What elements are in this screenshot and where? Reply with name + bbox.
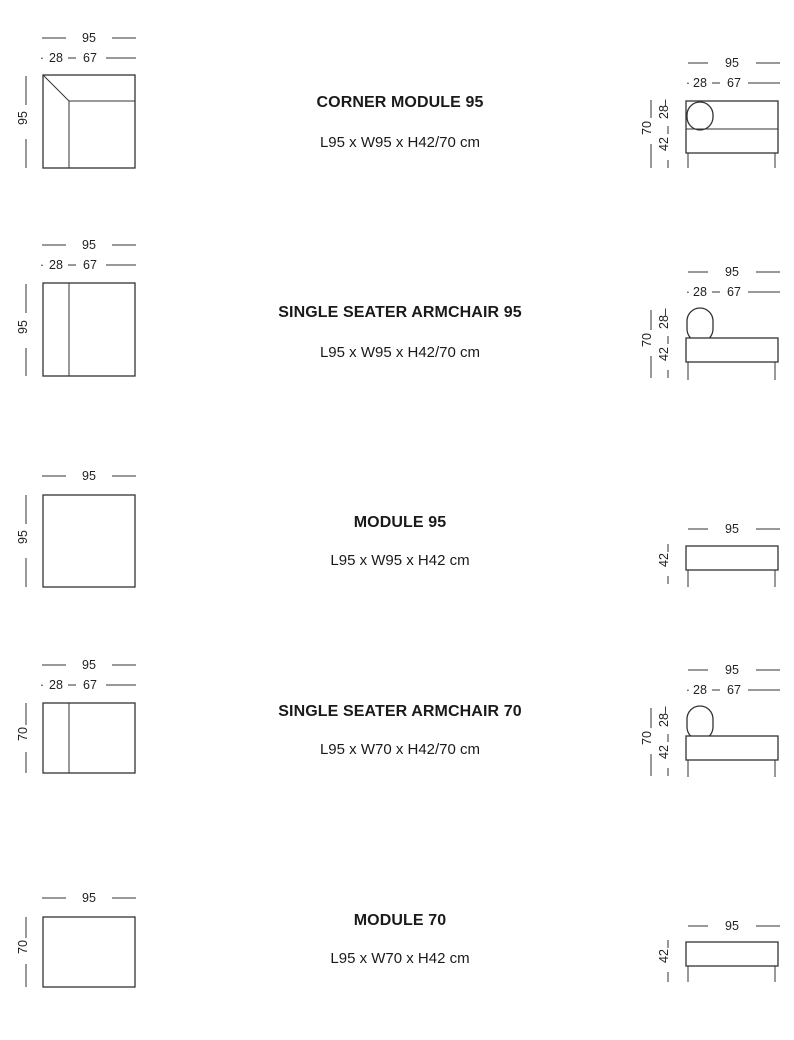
plan-depth-label: 70 [16, 940, 30, 954]
svg-text:·: · [685, 285, 691, 299]
module-armchair-70 [0, 630, 794, 830]
plan-view [0, 630, 160, 810]
side-width-label: 95 [725, 56, 739, 70]
plan-width-label: 95 [82, 658, 96, 672]
side-back-label: 28 [657, 315, 671, 329]
plan-width-label: 95 [82, 238, 96, 252]
module-plan [43, 917, 135, 987]
plan-width-label: 95 [82, 31, 96, 45]
side-seat [686, 338, 778, 362]
side-seat [686, 736, 778, 760]
module-title: MODULE 70 [353, 912, 447, 929]
module-title: SINGLE SEATER ARMCHAIR 70 [278, 703, 522, 720]
module-dimensions: L95 x W95 x H42 cm [330, 552, 470, 569]
module-armchair-95 [0, 210, 794, 410]
svg-text:–: – [658, 99, 672, 107]
side-seat [686, 546, 778, 570]
module-corner-95 [0, 0, 794, 200]
side-total-height-label: 70 [640, 121, 654, 135]
module-dimensions: L95 x W70 x H42/70 cm [319, 741, 481, 758]
plan-width-label: 95 [82, 891, 96, 905]
module-title: MODULE 95 [353, 514, 447, 531]
plan-view [0, 420, 160, 600]
plan-arm-label: 28 [49, 678, 63, 692]
side-view [620, 0, 794, 200]
module-title: CORNER MODULE 95 [316, 94, 484, 111]
module-dimensions: L95 x W95 x H42/70 cm [319, 134, 481, 151]
plan-seat-label: 67 [83, 51, 97, 65]
side-seat-height-label: 42 [657, 553, 671, 567]
module-dimensions: L95 x W95 x H42/70 cm [319, 344, 481, 361]
side-backrest [687, 706, 713, 740]
armchair-plan [43, 703, 135, 773]
side-seat-label: 67 [727, 683, 741, 697]
side-width-label: 95 [725, 265, 739, 279]
plan-seat-label: 67 [83, 678, 97, 692]
svg-text:·: · [39, 678, 45, 692]
svg-text:·: · [39, 51, 45, 65]
module-70 [0, 840, 794, 1040]
side-view [620, 420, 794, 620]
plan-view [0, 840, 160, 1020]
side-view [620, 210, 794, 410]
plan-width-label: 95 [82, 469, 96, 483]
side-total-height-label: 70 [640, 333, 654, 347]
svg-text:–: – [658, 308, 672, 316]
module-dimensions: L95 x W70 x H42 cm [330, 950, 470, 967]
side-view [620, 630, 794, 830]
side-arm-label: 28 [693, 76, 707, 90]
side-width-label: 95 [725, 522, 739, 536]
module-plan [43, 495, 135, 587]
plan-depth-label: 70 [16, 727, 30, 741]
plan-arm-label: 28 [49, 258, 63, 272]
side-arm-label: 28 [693, 285, 707, 299]
armchair-plan [43, 283, 135, 376]
side-seat [686, 942, 778, 966]
plan-depth-label: 95 [16, 530, 30, 544]
svg-text:·: · [685, 76, 691, 90]
svg-text:·: · [685, 683, 691, 697]
side-arm-label: 28 [693, 683, 707, 697]
side-seat-label: 67 [727, 76, 741, 90]
side-width-label: 95 [725, 663, 739, 677]
plan-depth-label: 95 [16, 320, 30, 334]
side-seat-height-label: 42 [657, 347, 671, 361]
side-seat-label: 67 [727, 285, 741, 299]
plan-view [0, 210, 160, 390]
plan-seat-label: 67 [83, 258, 97, 272]
plan-arm-label: 28 [49, 51, 63, 65]
side-view [620, 840, 794, 1040]
side-backrest [687, 308, 713, 342]
side-back-label: 28 [657, 713, 671, 727]
side-total-height-label: 70 [640, 731, 654, 745]
side-seat-height-label: 42 [657, 949, 671, 963]
module-title: SINGLE SEATER ARMCHAIR 95 [278, 304, 522, 321]
plan-depth-label: 95 [16, 111, 30, 125]
side-seat-height-label: 42 [657, 137, 671, 151]
svg-text:·: · [39, 258, 45, 272]
side-back-label: 28 [657, 105, 671, 119]
side-width-label: 95 [725, 919, 739, 933]
svg-text:–: – [658, 706, 672, 714]
plan-view [0, 0, 160, 180]
side-seat-height-label: 42 [657, 745, 671, 759]
module-95 [0, 420, 794, 620]
